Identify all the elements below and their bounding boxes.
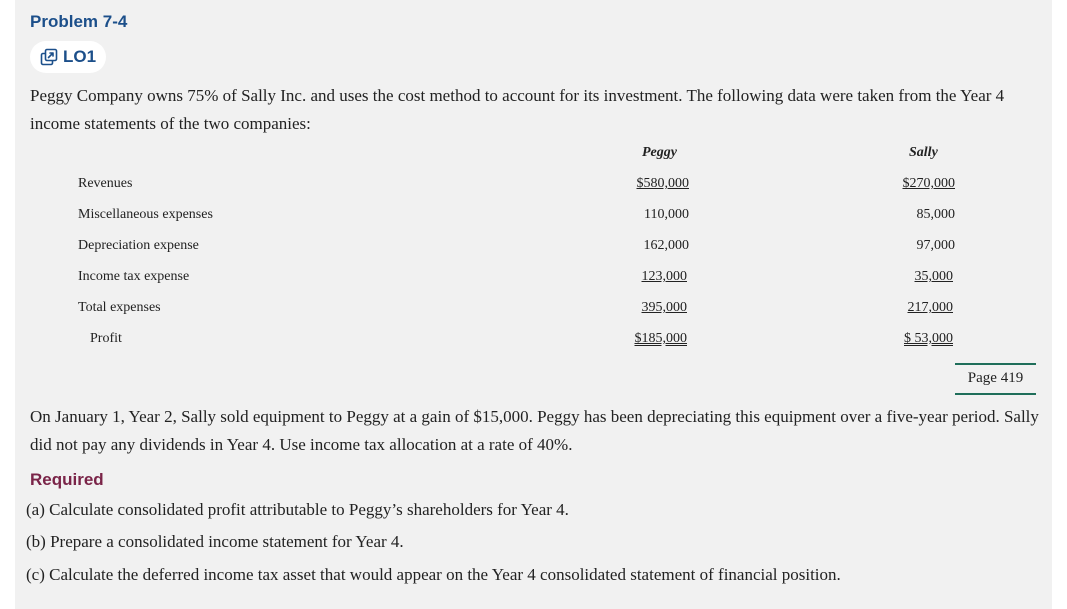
row-label-profit: Profit (90, 331, 122, 346)
cell-sally-misc: 85,000 (916, 207, 955, 222)
income-statement-table (15, 0, 1052, 360)
problem-card (15, 0, 1052, 609)
cell-peggy-revenues: $580,000 (636, 176, 689, 191)
cell-sally-total-expenses: 217,000 (907, 300, 953, 315)
cell-sally-revenues: $270,000 (902, 176, 955, 191)
cell-peggy-profit: $185,000 (634, 331, 687, 346)
cell-peggy-depreciation: 162,000 (643, 238, 689, 253)
row-label-total-expenses: Total expenses (78, 300, 161, 315)
equipment-sale-paragraph: On January 1, Year 2, Sally sold equipment to Peggy at a gain of $15,000. Peggy has been depreciating this equipment over a five-year period. Sally did not pay any dividends in Year 4. Use income tax allocation at a rate of 40%. (30, 407, 1039, 454)
cell-peggy-income-tax: 123,000 (641, 269, 687, 284)
required-item-b: (b) Prepare a consolidated income statement for Year 4. (26, 532, 404, 551)
required-heading: Required (30, 470, 104, 489)
cell-sally-income-tax: 35,000 (914, 269, 953, 284)
cell-peggy-misc: 110,000 (644, 207, 689, 222)
row-label-depreciation: Depreciation expense (78, 238, 199, 253)
page-reference: Page 419 (955, 363, 1036, 395)
cell-sally-profit: $ 53,000 (904, 331, 953, 346)
column-header-peggy: Peggy (642, 145, 677, 160)
row-label-revenues: Revenues (78, 176, 133, 191)
lo-badge-label: LO1 (63, 47, 97, 66)
row-label-income-tax: Income tax expense (78, 269, 190, 284)
problem-title: Problem 7-4 (30, 12, 128, 31)
required-item-c: (c) Calculate the deferred income tax asset that would appear on the Year 4 consolidated statement of financial position. (26, 565, 841, 584)
cell-sally-depreciation: 97,000 (916, 238, 955, 253)
column-header-sally: Sally (909, 145, 938, 160)
cell-peggy-total-expenses: 395,000 (641, 300, 687, 315)
required-item-a: (a) Calculate consolidated profit attributable to Peggy’s shareholders for Year 4. (26, 500, 569, 519)
row-label-misc-expenses: Miscellaneous expenses (78, 207, 213, 222)
intro-paragraph: Peggy Company owns 75% of Sally Inc. and uses the cost method to account for its investment. The following data were taken from the Year 4 income statements of the two companies: (30, 86, 1005, 133)
